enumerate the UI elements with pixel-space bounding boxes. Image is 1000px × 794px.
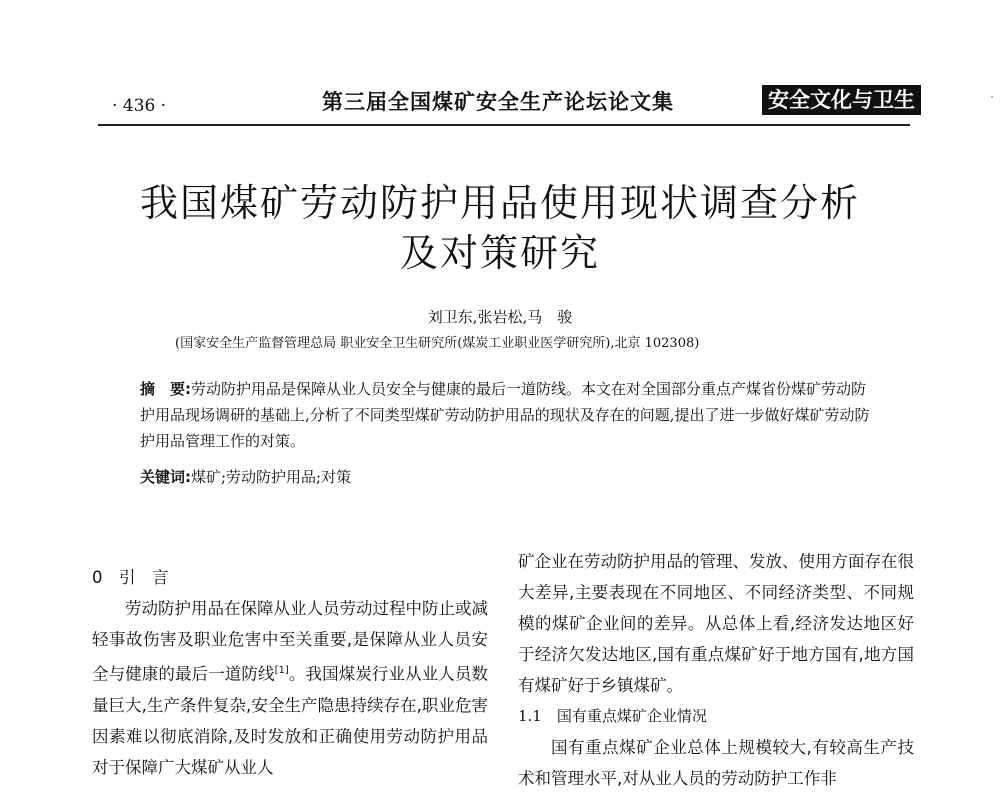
abstract (140, 376, 870, 454)
keywords-text: 煤矿;劳动防护用品;对策 (191, 468, 352, 486)
abstract-text: 劳动防护用品是保障从业人员安全与健康的最后一道防线。本文在对全国部分重点产煤省份煤矿劳动防护用品现场调研的基础上,分析了不同类型煤矿劳动防护用品的现状及存在的问题,提出了进一步做好煤矿劳动防护用品管理工作的对策。 (140, 380, 870, 450)
right-paragraph-1: 矿企业在劳动防护用品的管理、发放、使用方面存在很大差异,主要表现在不同地区、不同经济类型、不同规模的煤矿企业间的差异。从总体上看,经济发达地区好于经济欠发达地区,国有重点煤矿好于地方国有,地方国有煤矿好于乡镇煤矿。 (518, 552, 914, 695)
intro-text-cont: 。我国煤炭行业从业人员数量巨大,生产条件复杂,安全生产隐患持续存在,职业危害因素难以彻底消除,及时发放和正确使用劳动防护用品对于保障广大煤矿从业人 (92, 664, 489, 777)
abstract-label: 摘 要: (140, 380, 191, 398)
edge-mark: · (990, 90, 994, 104)
intro-text: 劳动防护用品在保障从业人员劳动过程中防止或减轻事故伤害及职业危害中至关重要,是保障从业人员安全与健康的最后一道防线 (92, 599, 488, 684)
section-1-1-heading: 1.1 国有重点煤矿企业情况 (518, 707, 707, 725)
left-column (92, 562, 488, 783)
section-0-heading: 0 引 言 (92, 568, 169, 587)
affiliation: (国家安全生产监督管理总局 职业安全卫生研究所(煤炭工业职业医学研究所),北京 102308) (175, 336, 700, 351)
header-rule (98, 124, 910, 126)
citation-ref: [1] (274, 665, 289, 676)
intro-paragraph (92, 593, 488, 783)
section-tag: 安全文化与卫生 (762, 85, 921, 115)
journal-title: 第三届全国煤矿安全生产论坛论文集 (322, 90, 674, 114)
paper-title-line2: 及对策研究 (399, 231, 600, 275)
keywords (140, 466, 351, 487)
paper-title-line1: 我国煤矿劳动防护用品使用现状调查分析 (139, 181, 860, 225)
page-header (0, 0, 1000, 130)
authors: 刘卫东,张岩松,马 骏 (427, 308, 573, 326)
keywords-label: 关键词: (140, 468, 191, 486)
right-column (518, 546, 914, 794)
right-paragraph-2: 国有重点煤矿企业总体上规模较大,有较高生产技术和管理水平,对从业人员的劳动防护工作非 (518, 738, 914, 788)
page-number: · 436 · (112, 96, 167, 116)
